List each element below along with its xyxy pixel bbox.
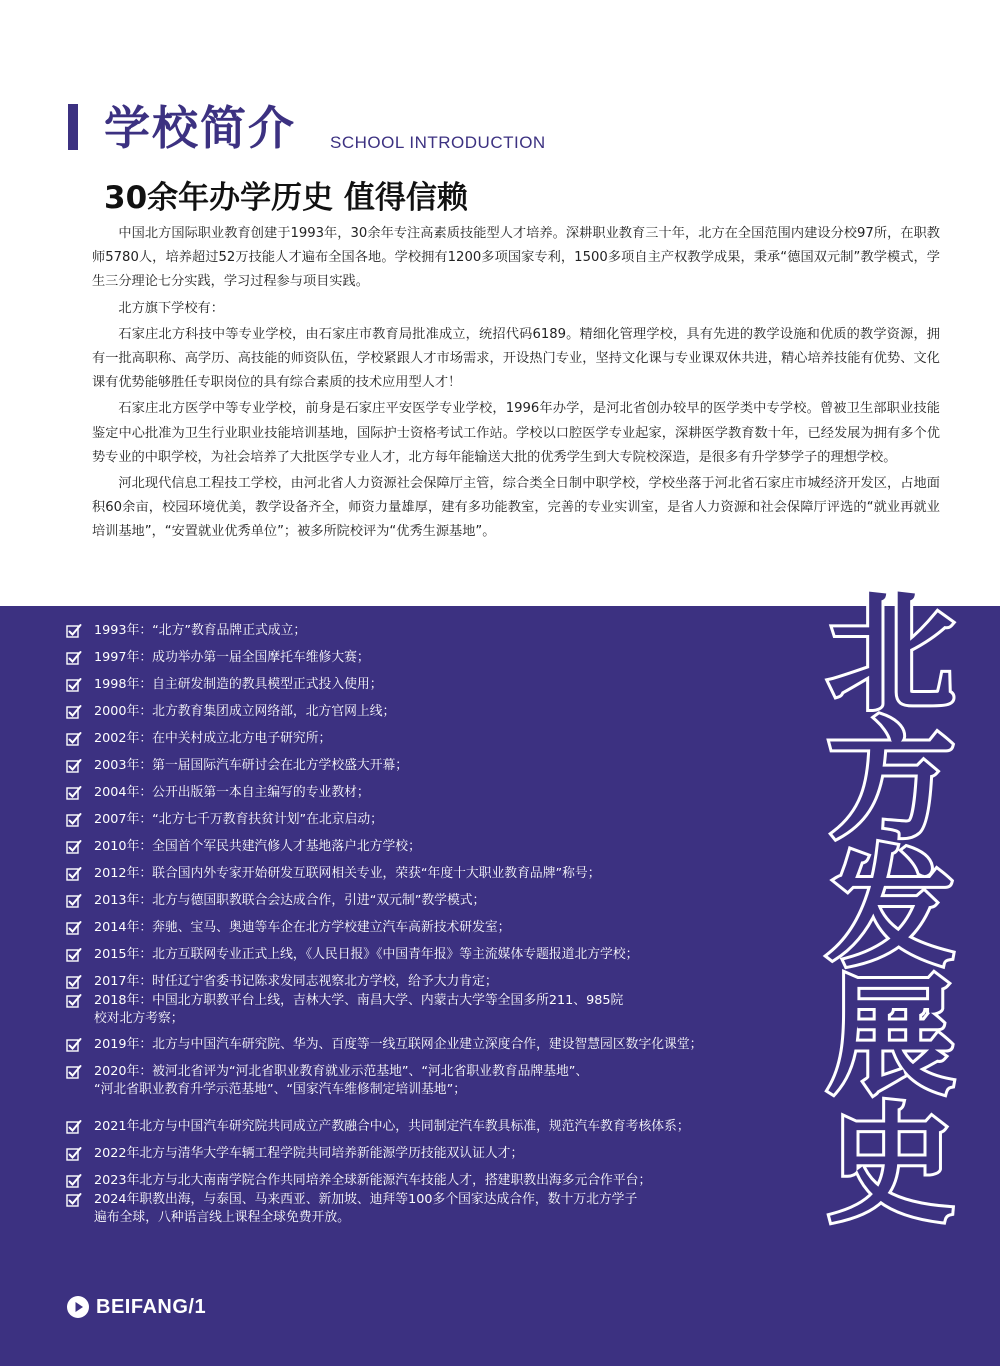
footer <box>66 1295 206 1319</box>
vertical-title-char: 发 <box>826 835 955 984</box>
timeline-item <box>66 838 806 856</box>
timeline-item <box>66 946 806 964</box>
play-circle-icon <box>66 1295 90 1319</box>
timeline-item <box>66 1063 806 1099</box>
vertical-title-char: 方 <box>826 707 955 856</box>
checkbox-checked-icon <box>66 623 82 639</box>
intro-section <box>92 222 940 545</box>
timeline-item <box>66 757 806 775</box>
vertical-title-char: 史 <box>826 1091 955 1240</box>
checkbox-checked-icon <box>66 866 82 882</box>
checkbox-checked-icon <box>66 947 82 963</box>
timeline-item <box>66 919 806 937</box>
timeline-item <box>66 622 806 640</box>
timeline-item <box>66 865 806 883</box>
checkbox-checked-icon <box>66 893 82 909</box>
timeline-item-text: 1993年：“北方”教育品牌正式成立； <box>94 623 307 638</box>
intro-paragraph-1: 中国北方国际职业教育创建于1993年，30余年专注高素质技能型人才培养。深耕职业教育三十年，北方在全国范围内建设分校97所，在职教师5780人，培养超过52万技能人才遍布全国各地。学校拥有1200多项国家专利，1500多项自主产权教学成果，秉承“德国双元制”教学模式，学生三分理论七分实践，学习过程参与项目实践。 <box>92 226 940 290</box>
timeline-item-text: 2022年北方与清华大学车辆工程学院共同培养新能源学历技能双认证人才； <box>94 1146 524 1161</box>
checkbox-checked-icon <box>66 1173 82 1189</box>
timeline-item <box>66 1191 806 1227</box>
vertical-title-char: 展 <box>826 963 955 1112</box>
timeline-item <box>66 676 806 694</box>
intro-paragraph-3: 石家庄北方科技中等专业学校，由石家庄市教育局批准成立，统招代码6189。精细化管理学校，具有先进的教学设施和优质的教学资源，拥有一批高职称、高学历、高技能的师资队伍，学校紧跟人才市场需求，开设热门专业，坚持文化课与专业课双休共进，精心培养技能有优势、文化课有优势能够胜任专职岗位的具有综合素质的技术应用型人才！ <box>92 326 940 391</box>
checkbox-checked-icon <box>66 920 82 936</box>
checkbox-checked-icon <box>66 650 82 666</box>
timeline-item-text: 2012年：联合国内外专家开始研发互联网相关专业，荣获“年度十大职业教育品牌”称号； <box>94 866 601 881</box>
page-title-english: SCHOOL INTRODUCTION <box>330 133 546 152</box>
timeline-item-text: 2019年：北方与中国汽车研究院、华为、百度等一线互联网企业建立深度合作，建设智慧园区数字化课堂； <box>94 1037 703 1052</box>
timeline-item-text: 2024年职教出海，与泰国、马来西亚、新加坡、迪拜等100多个国家达成合作，数十万北方学子 遍布全球，八种语言线上课程全球免费开放。 <box>94 1192 638 1225</box>
timeline-item <box>66 973 806 991</box>
vertical-title-char: 北 <box>826 579 955 728</box>
timeline-item-text: 2014年：奔驰、宝马、奥迪等车企在北方学校建立汽车高新技术研发室； <box>94 920 511 935</box>
checkbox-checked-icon <box>66 839 82 855</box>
vertical-title <box>816 579 966 1240</box>
checkbox-checked-icon <box>66 731 82 747</box>
timeline-item-text: 2010年：全国首个军民共建汽修人才基地落户北方学校； <box>94 839 421 854</box>
timeline-item-text: 2000年：北方教育集团成立网络部，北方官网上线； <box>94 704 396 719</box>
checkbox-checked-icon <box>66 974 82 990</box>
timeline-item-text: 2003年：第一届国际汽车研讨会在北方学校盛大开幕； <box>94 758 409 773</box>
timeline-item-text: 2021年北方与中国汽车研究院共同成立产教融合中心，共同制定汽车教具标准，规范汽车教育考核体系； <box>94 1119 690 1134</box>
timeline-item-text: 1997年：成功举办第一届全国摩托车维修大赛； <box>94 650 370 665</box>
page-number: BEIFANG/1 <box>96 1295 207 1318</box>
checkbox-checked-icon <box>66 1192 82 1208</box>
timeline-item <box>66 892 806 910</box>
title-accent-bar <box>68 104 78 150</box>
checkbox-checked-icon <box>66 1037 82 1053</box>
timeline-item-text: 2023年北方与北大南南学院合作共同培养全球新能源汽车技能人才，搭建职教出海多元合作平台； <box>94 1173 652 1188</box>
timeline-item-text: 2018年：中国北方职教平台上线，吉林大学、南昌大学、内蒙古大学等全国多所211、985院 校对北方考察； <box>94 993 624 1026</box>
checkbox-checked-icon <box>66 1146 82 1162</box>
timeline-item <box>66 784 806 802</box>
checkbox-checked-icon <box>66 785 82 801</box>
timeline-item <box>66 1172 806 1190</box>
timeline-item <box>66 649 806 667</box>
timeline-item <box>66 1145 806 1163</box>
timeline-item-text: 2013年：北方与德国职教联合会达成合作，引进“双元制”教学模式； <box>94 893 486 908</box>
timeline-item <box>66 992 806 1028</box>
timeline-item-text: 2020年：被河北省评为“河北省职业教育就业示范基地”、“河北省职业教育品牌基地”、 “河北省职业教育升学示范基地”、“国家汽车维修制定培训基地”； <box>94 1064 589 1097</box>
headline: 30余年办学历史 值得信赖 <box>104 180 468 216</box>
checkbox-checked-icon <box>66 1064 82 1080</box>
checkbox-checked-icon <box>66 812 82 828</box>
page-title: 学校简介 <box>104 101 296 155</box>
timeline-item-text: 2007年：“北方七千万教育扶贫计划”在北京启动； <box>94 812 383 827</box>
intro-paragraph-2: 北方旗下学校有： <box>118 300 224 316</box>
checkbox-checked-icon <box>66 677 82 693</box>
timeline-item-text: 1998年：自主研发制造的教具模型正式投入使用； <box>94 677 383 692</box>
timeline-item-text: 2015年：北方互联网专业正式上线，《人民日报》《中国青年报》等主流媒体专题报道北方学校； <box>94 947 639 962</box>
timeline-item <box>66 1118 806 1136</box>
timeline-item-text: 2004年：公开出版第一本自主编写的专业教材； <box>94 785 370 800</box>
intro-paragraph-5: 河北现代信息工程技工学校，由河北省人力资源社会保障厅主管，综合类全日制中职学校，学校坐落于河北省石家庄市城经济开发区，占地面积60余亩，校园环境优美，教学设备齐全，师资力量雄厚，建有多功能教室，完善的专业实训室，是省人力资源和社会保障厅评选的“就业再就业培训基地”，“安置就业优秀单位”；被多所院校评为“优秀生源基地”。 <box>92 476 940 540</box>
checkbox-checked-icon <box>66 758 82 774</box>
intro-paragraph-4: 石家庄北方医学中等专业学校，前身是石家庄平安医学专业学校，1996年办学，是河北省创办较早的医学类中专学校。曾被卫生部职业技能鉴定中心批准为卫生行业职业技能培训基地，国际护士资格考试工作站。学校以口腔医学专业起家，深耕医学教育数十年，已经发展为拥有多个优势专业的中职学校，为社会培养了大批医学专业人才，北方每年能输送大批的优秀学生到大专院校深造，是很多有升学梦学子的理想学校。 <box>92 401 940 465</box>
checkbox-checked-icon <box>66 1119 82 1135</box>
checkbox-checked-icon <box>66 704 82 720</box>
timeline-item <box>66 1036 806 1054</box>
timeline-item <box>66 811 806 829</box>
timeline-item-text: 2017年：时任辽宁省委书记陈求发同志视察北方学校，给予大力肯定； <box>94 974 498 989</box>
timeline-item-text: 2002年：在中关村成立北方电子研究所； <box>94 731 332 746</box>
checkbox-checked-icon <box>66 993 82 1009</box>
timeline-item <box>66 703 806 721</box>
timeline-item <box>66 730 806 748</box>
